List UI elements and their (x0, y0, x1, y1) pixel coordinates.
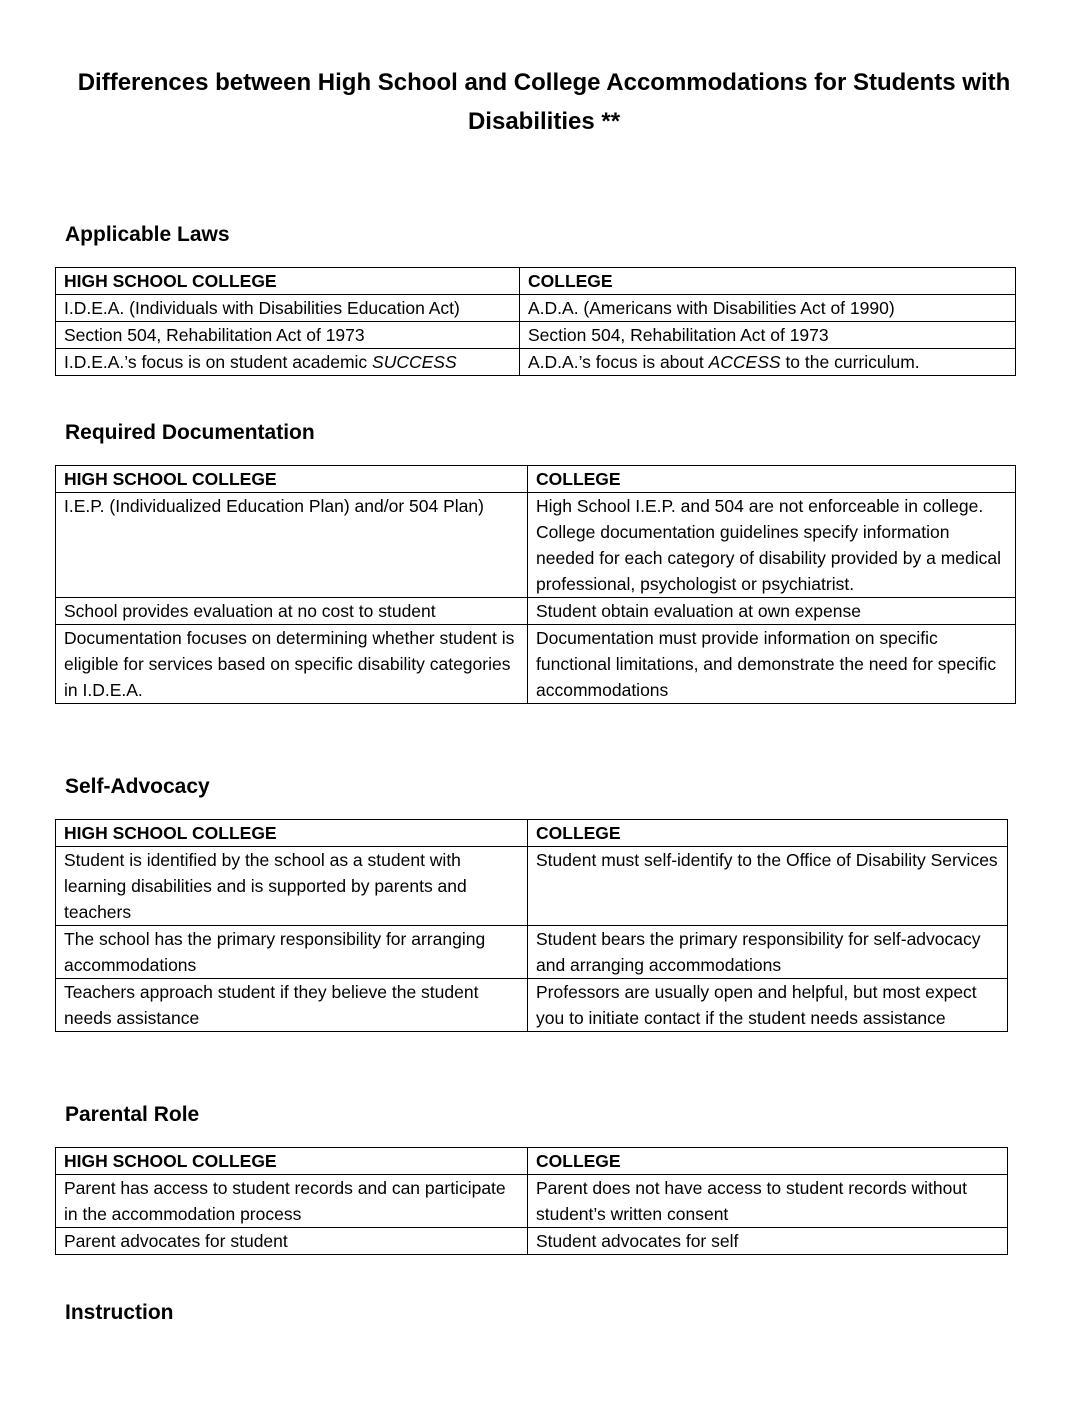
cell-text: Documentation must provide information on specific functional limitations, and demonstrate the need for specific accommodations (536, 628, 997, 700)
cell-high-school (56, 349, 520, 376)
section-heading-parental-role: Parental Role (65, 1103, 200, 1126)
table-row (56, 979, 1008, 1032)
cell-college (528, 1228, 1008, 1255)
cell-college (528, 847, 1008, 926)
cell-text: A.D.A.’s focus is about (528, 352, 709, 372)
table-row (56, 926, 1008, 979)
emphasis-access: ACCESS (708, 352, 781, 372)
cell-text: Student must self-identify to the Office of Disability Services (536, 850, 998, 870)
cell-high-school (56, 598, 528, 625)
column-header-high-school: HIGH SCHOOL COLLEGE (56, 466, 528, 493)
cell-text: Student is identified by the school as a student with learning disabilities and is supported by parents and teachers (64, 850, 467, 922)
cell-high-school (56, 926, 528, 979)
table-applicable-laws (55, 267, 1016, 376)
cell-text: Section 504, Rehabilitation Act of 1973 (64, 325, 365, 345)
cell-high-school (56, 322, 520, 349)
cell-text: I.E.P. (Individualized Education Plan) and/or 504 Plan) (64, 496, 484, 516)
column-header-high-school: HIGH SCHOOL COLLEGE (56, 268, 520, 295)
column-header-college: COLLEGE (528, 1148, 1008, 1175)
cell-college (528, 493, 1016, 598)
cell-text: Parent advocates for student (64, 1231, 288, 1251)
table-row (56, 625, 1016, 704)
cell-text: Student advocates for self (536, 1231, 739, 1251)
table-parental-role (55, 1147, 1008, 1255)
cell-high-school (56, 295, 520, 322)
cell-text: Professors are usually open and helpful, but most expect you to initiate contact if the student needs assistance (536, 982, 977, 1028)
cell-college (528, 979, 1008, 1032)
cell-high-school (56, 1228, 528, 1255)
cell-text: to the curriculum. (780, 352, 920, 372)
table-row (56, 493, 1016, 598)
cell-high-school (56, 625, 528, 704)
emphasis-success: SUCCESS (372, 352, 457, 372)
cell-text: I.D.E.A. (Individuals with Disabilities Education Act) (64, 298, 460, 318)
section-heading-self-advocacy: Self-Advocacy (65, 775, 210, 798)
cell-college (528, 1175, 1008, 1228)
cell-college (528, 598, 1016, 625)
cell-college (520, 322, 1016, 349)
column-header-college: COLLEGE (520, 268, 1016, 295)
cell-text: High School I.E.P. and 504 are not enforceable in college. College documentation guidelines specify information needed for each category of disability provided by a medical professional, psychologist or psychiatrist. (536, 496, 1001, 594)
cell-text: Student obtain evaluation at own expense (536, 601, 861, 621)
cell-text: I.D.E.A.’s focus is on student academic (64, 352, 373, 372)
table-row (56, 349, 1016, 376)
cell-high-school (56, 847, 528, 926)
cell-text: Section 504, Rehabilitation Act of 1973 (528, 325, 829, 345)
section-heading-applicable-laws: Applicable Laws (65, 223, 230, 246)
column-header-college: COLLEGE (528, 466, 1016, 493)
cell-high-school (56, 979, 528, 1032)
cell-college (520, 349, 1016, 376)
table-row (56, 295, 1016, 322)
cell-college (528, 926, 1008, 979)
table-header-row (56, 820, 1008, 847)
table-row (56, 598, 1016, 625)
cell-text: Documentation focuses on determining whether student is eligible for services based on specific disability categories in I.D.E.A. (64, 628, 515, 700)
cell-text: A.D.A. (Americans with Disabilities Act of 1990) (528, 298, 895, 318)
cell-text: The school has the primary responsibility for arranging accommodations (64, 929, 486, 975)
cell-high-school (56, 493, 528, 598)
table-header-row (56, 268, 1016, 295)
section-heading-instruction: Instruction (65, 1301, 174, 1324)
cell-text: Teachers approach student if they believe the student needs assistance (64, 982, 479, 1028)
cell-high-school (56, 1175, 528, 1228)
table-row (56, 847, 1008, 926)
column-header-college: COLLEGE (528, 820, 1008, 847)
table-row (56, 1175, 1008, 1228)
cell-text: Parent does not have access to student records without student’s written consent (536, 1178, 967, 1224)
table-row (56, 322, 1016, 349)
cell-text: Parent has access to student records and can participate in the accommodation process (64, 1178, 506, 1224)
table-required-documentation (55, 465, 1016, 704)
cell-college (520, 295, 1016, 322)
column-header-high-school: HIGH SCHOOL COLLEGE (56, 1148, 528, 1175)
table-header-row (56, 1148, 1008, 1175)
column-header-high-school: HIGH SCHOOL COLLEGE (56, 820, 528, 847)
table-row (56, 1228, 1008, 1255)
cell-text: Student bears the primary responsibility for self-advocacy and arranging accommodations (536, 929, 981, 975)
cell-college (528, 625, 1016, 704)
table-header-row (56, 466, 1016, 493)
section-heading-required-documentation: Required Documentation (65, 421, 315, 444)
page-title: Differences between High School and College Accommodations for Students with Disabilities ** (77, 69, 1011, 135)
cell-text: School provides evaluation at no cost to student (64, 601, 436, 621)
table-self-advocacy (55, 819, 1008, 1032)
